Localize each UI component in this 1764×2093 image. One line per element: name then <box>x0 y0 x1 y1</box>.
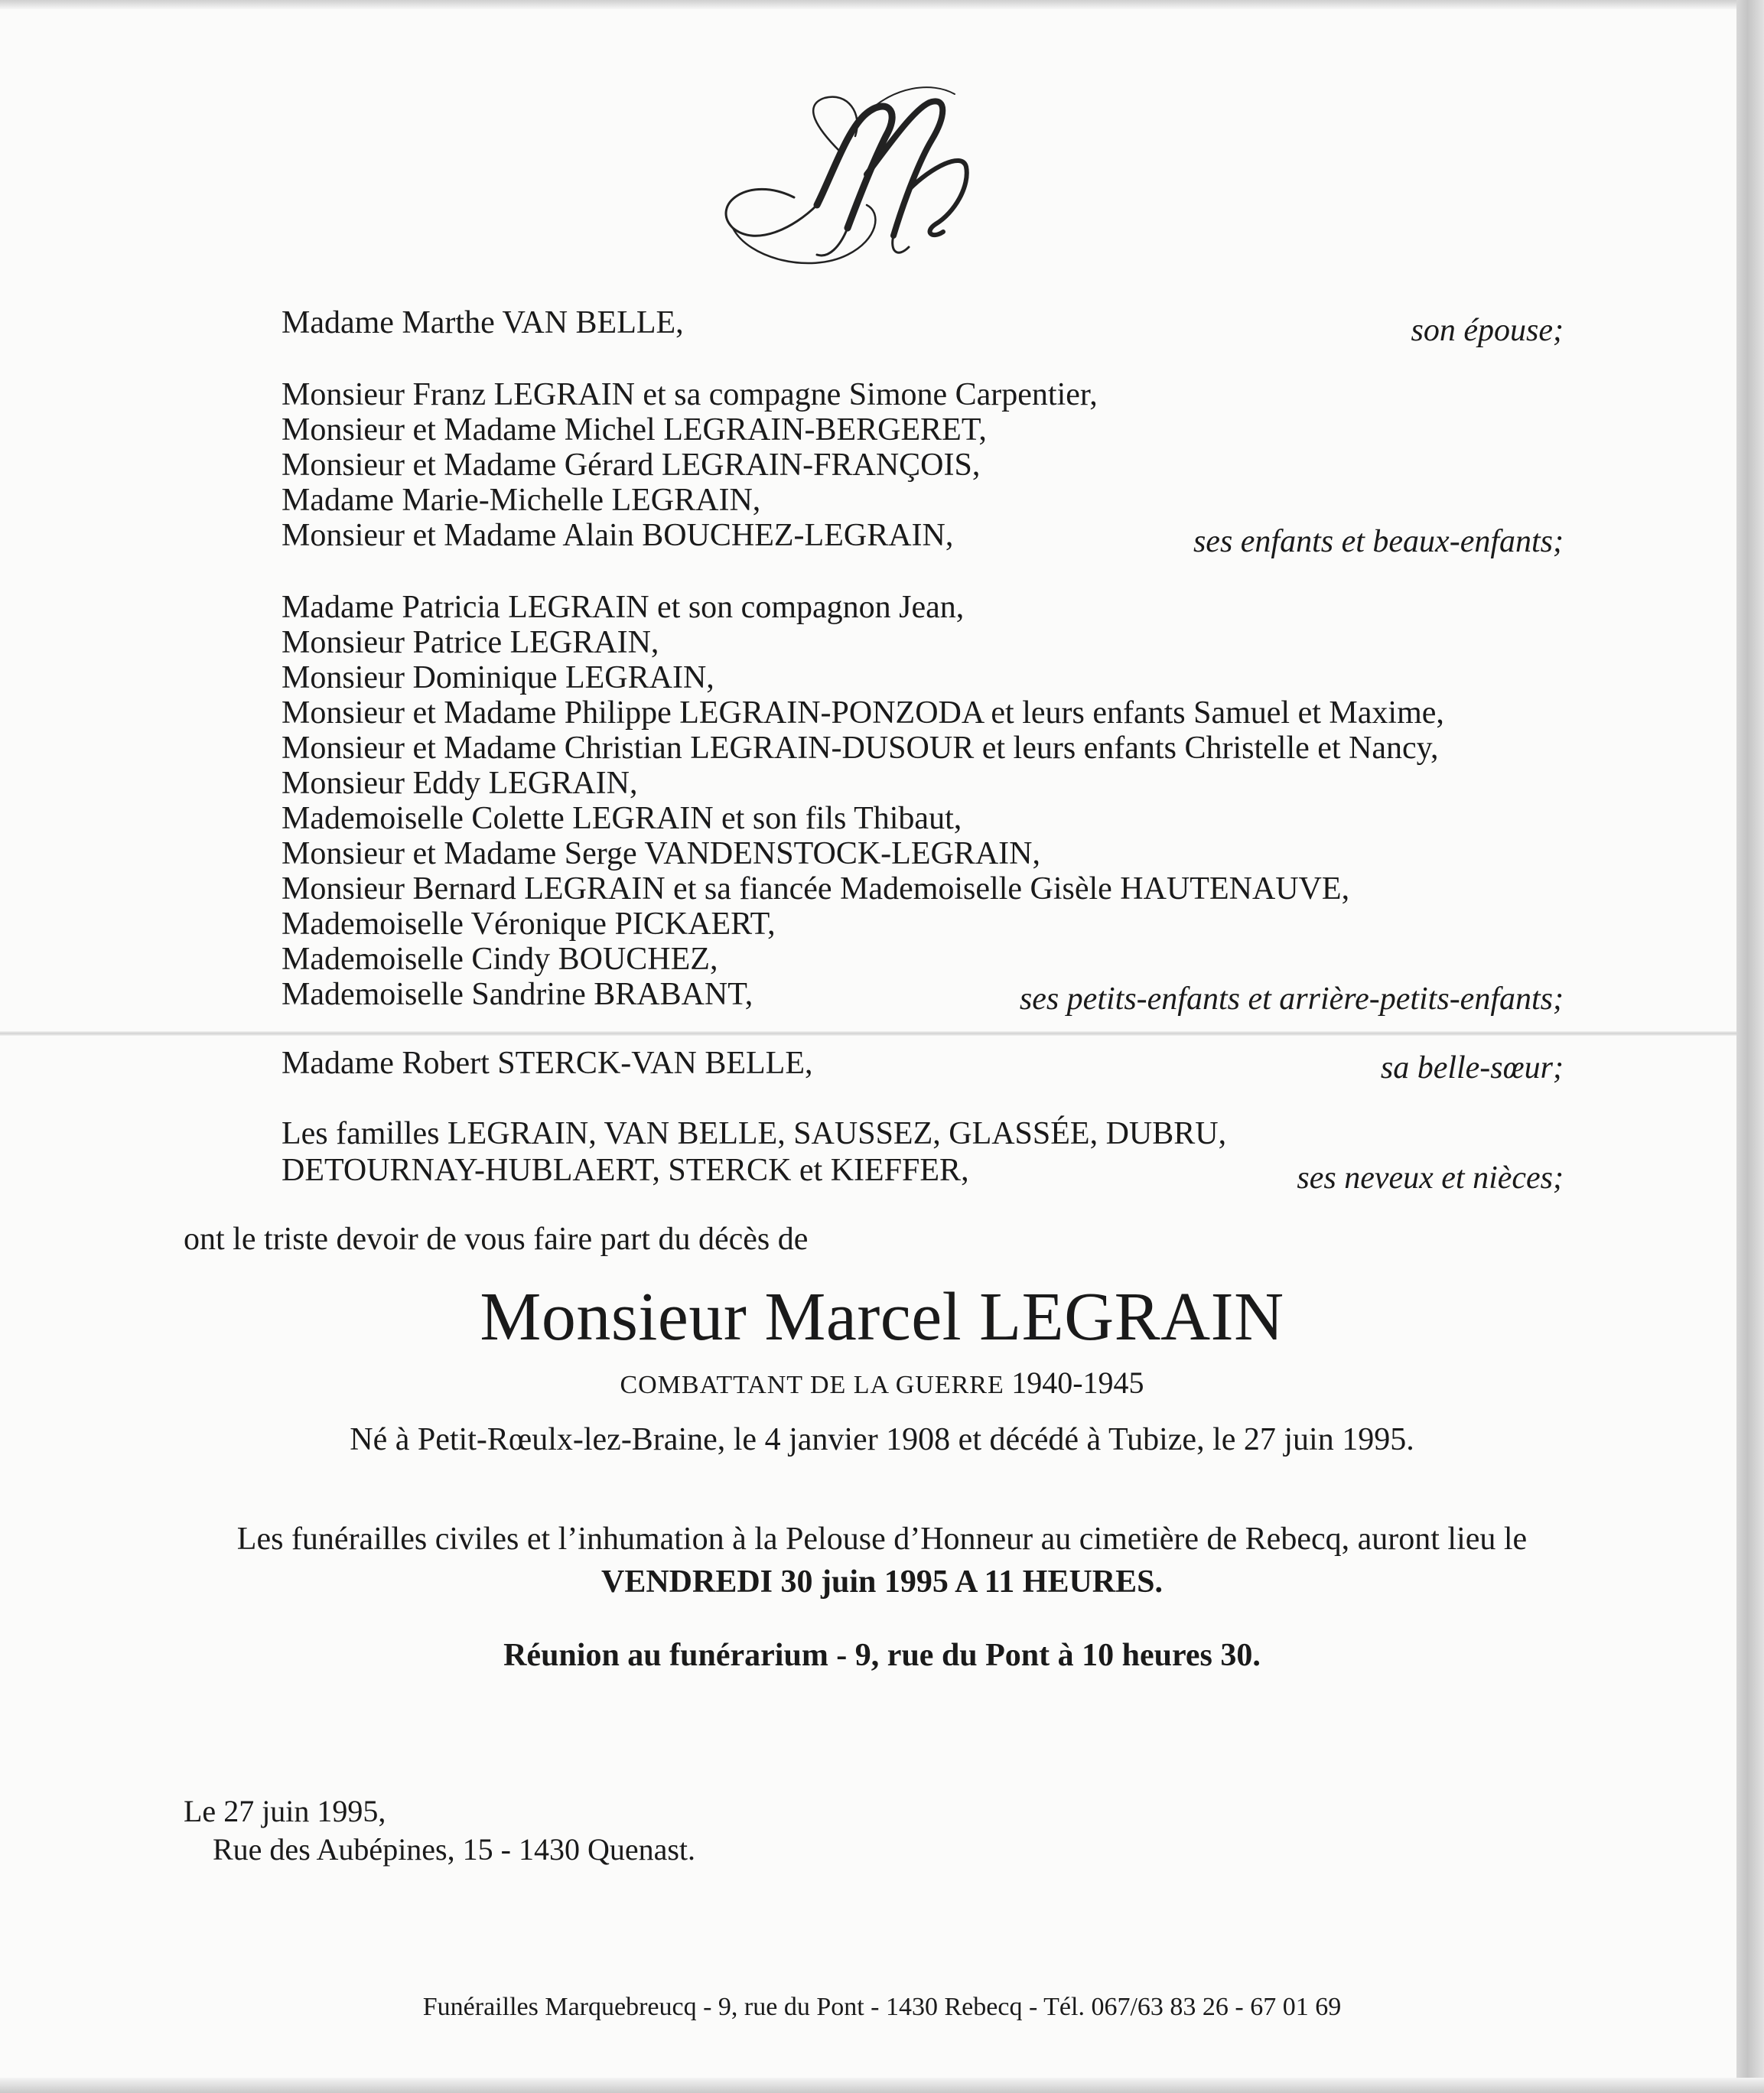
paper-fold-line <box>0 1031 1736 1036</box>
family-name-line: Monsieur et Madame Philippe LEGRAIN-PONZODA et leurs enfants Samuel et Maxime, <box>282 695 1444 731</box>
place-date: Le 27 juin 1995, <box>184 1794 386 1828</box>
family-name-line: Madame Robert STERCK-VAN BELLE, <box>282 1046 813 1081</box>
family-address: Rue des Aubépines, 15 - 1430 Quenast. <box>213 1832 696 1867</box>
family-name-line: Monsieur et Madame Serge VANDENSTOCK-LEGRAIN, <box>282 836 1040 871</box>
deceased-name: Monsieur Marcel LEGRAIN <box>480 1279 1284 1355</box>
scan-edge-top <box>0 0 1764 9</box>
family-name-line: Monsieur et Madame Michel LEGRAIN-BERGERET, <box>282 412 987 448</box>
meeting-info: Réunion au funérarium - 9, rue du Pont à 10 heures 30. <box>503 1638 1261 1673</box>
family-name-line: Mademoiselle Sandrine BRABANT, <box>282 977 753 1012</box>
family-name-line: Mademoiselle Cindy BOUCHEZ, <box>282 942 718 977</box>
family-name-line: DETOURNAY-HUBLAERT, STERCK et KIEFFER, <box>282 1153 969 1188</box>
family-name-line: Monsieur Dominique LEGRAIN, <box>282 660 714 695</box>
family-name-line: Monsieur Bernard LEGRAIN et sa fiancée Mademoiselle Gisèle HAUTENAUVE, <box>282 871 1350 907</box>
deceased-title <box>0 1365 1764 1401</box>
deceased-title-years: 1940-1945 <box>1011 1365 1144 1400</box>
scan-edge-bottom <box>0 2078 1764 2093</box>
birth-death-line: Né à Petit-Rœulx-lez-Braine, le 4 janvier 1908 et décédé à Tubize, le 27 juin 1995. <box>350 1422 1414 1457</box>
family-name-line: Madame Marie-Michelle LEGRAIN, <box>282 483 761 518</box>
relation-label: ses petits-enfants et arrière-petits-enfants; <box>1019 981 1564 1017</box>
family-name-line: Les familles LEGRAIN, VAN BELLE, SAUSSEZ, GLASSÉE, DUBRU, <box>282 1116 1227 1151</box>
family-name-line: Monsieur et Madame Alain BOUCHEZ-LEGRAIN, <box>282 518 954 553</box>
family-name-line: Madame Patricia LEGRAIN et son compagnon Jean, <box>282 590 965 625</box>
family-name-line: Monsieur Franz LEGRAIN et sa compagne Simone Carpentier, <box>282 377 1098 412</box>
relation-label: sa belle-sœur; <box>1380 1050 1564 1086</box>
family-name-line: Madame Marthe VAN BELLE, <box>282 305 684 340</box>
relation-label: ses enfants et beaux-enfants; <box>1193 524 1564 559</box>
funeral-text: Les funérailles civiles et l’inhumation à la Pelouse d’Honneur au cimetière de Rebecq, auront lieu le <box>236 1522 1528 1557</box>
family-name-line: Mademoiselle Véronique PICKAERT, <box>282 907 776 942</box>
relation-label: son épouse; <box>1411 313 1564 348</box>
deceased-title-text: COMBATTANT DE LA GUERRE <box>620 1371 1004 1399</box>
funeral-datetime: VENDREDI 30 juin 1995 A 11 HEURES. <box>601 1564 1163 1600</box>
monogram-m-icon <box>702 83 1008 289</box>
family-name-line: Monsieur Eddy LEGRAIN, <box>282 766 638 801</box>
announcement-intro: ont le triste devoir de vous faire part du décès de <box>184 1222 809 1257</box>
family-name-line: Monsieur et Madame Gérard LEGRAIN-FRANÇOIS, <box>282 448 981 483</box>
family-name-line: Mademoiselle Colette LEGRAIN et son fils Thibaut, <box>282 801 962 836</box>
funeral-home-footer: Funérailles Marquebreucq - 9, rue du Pont - 1430 Rebecq - Tél. 067/63 83 26 - 67 01 69 <box>422 1993 1342 2021</box>
family-name-line: Monsieur et Madame Christian LEGRAIN-DUSOUR et leurs enfants Christelle et Nancy, <box>282 731 1439 766</box>
family-name-line: Monsieur Patrice LEGRAIN, <box>282 625 659 660</box>
scan-edge-right <box>1736 0 1764 2093</box>
relation-label: ses neveux et nièces; <box>1297 1160 1564 1196</box>
